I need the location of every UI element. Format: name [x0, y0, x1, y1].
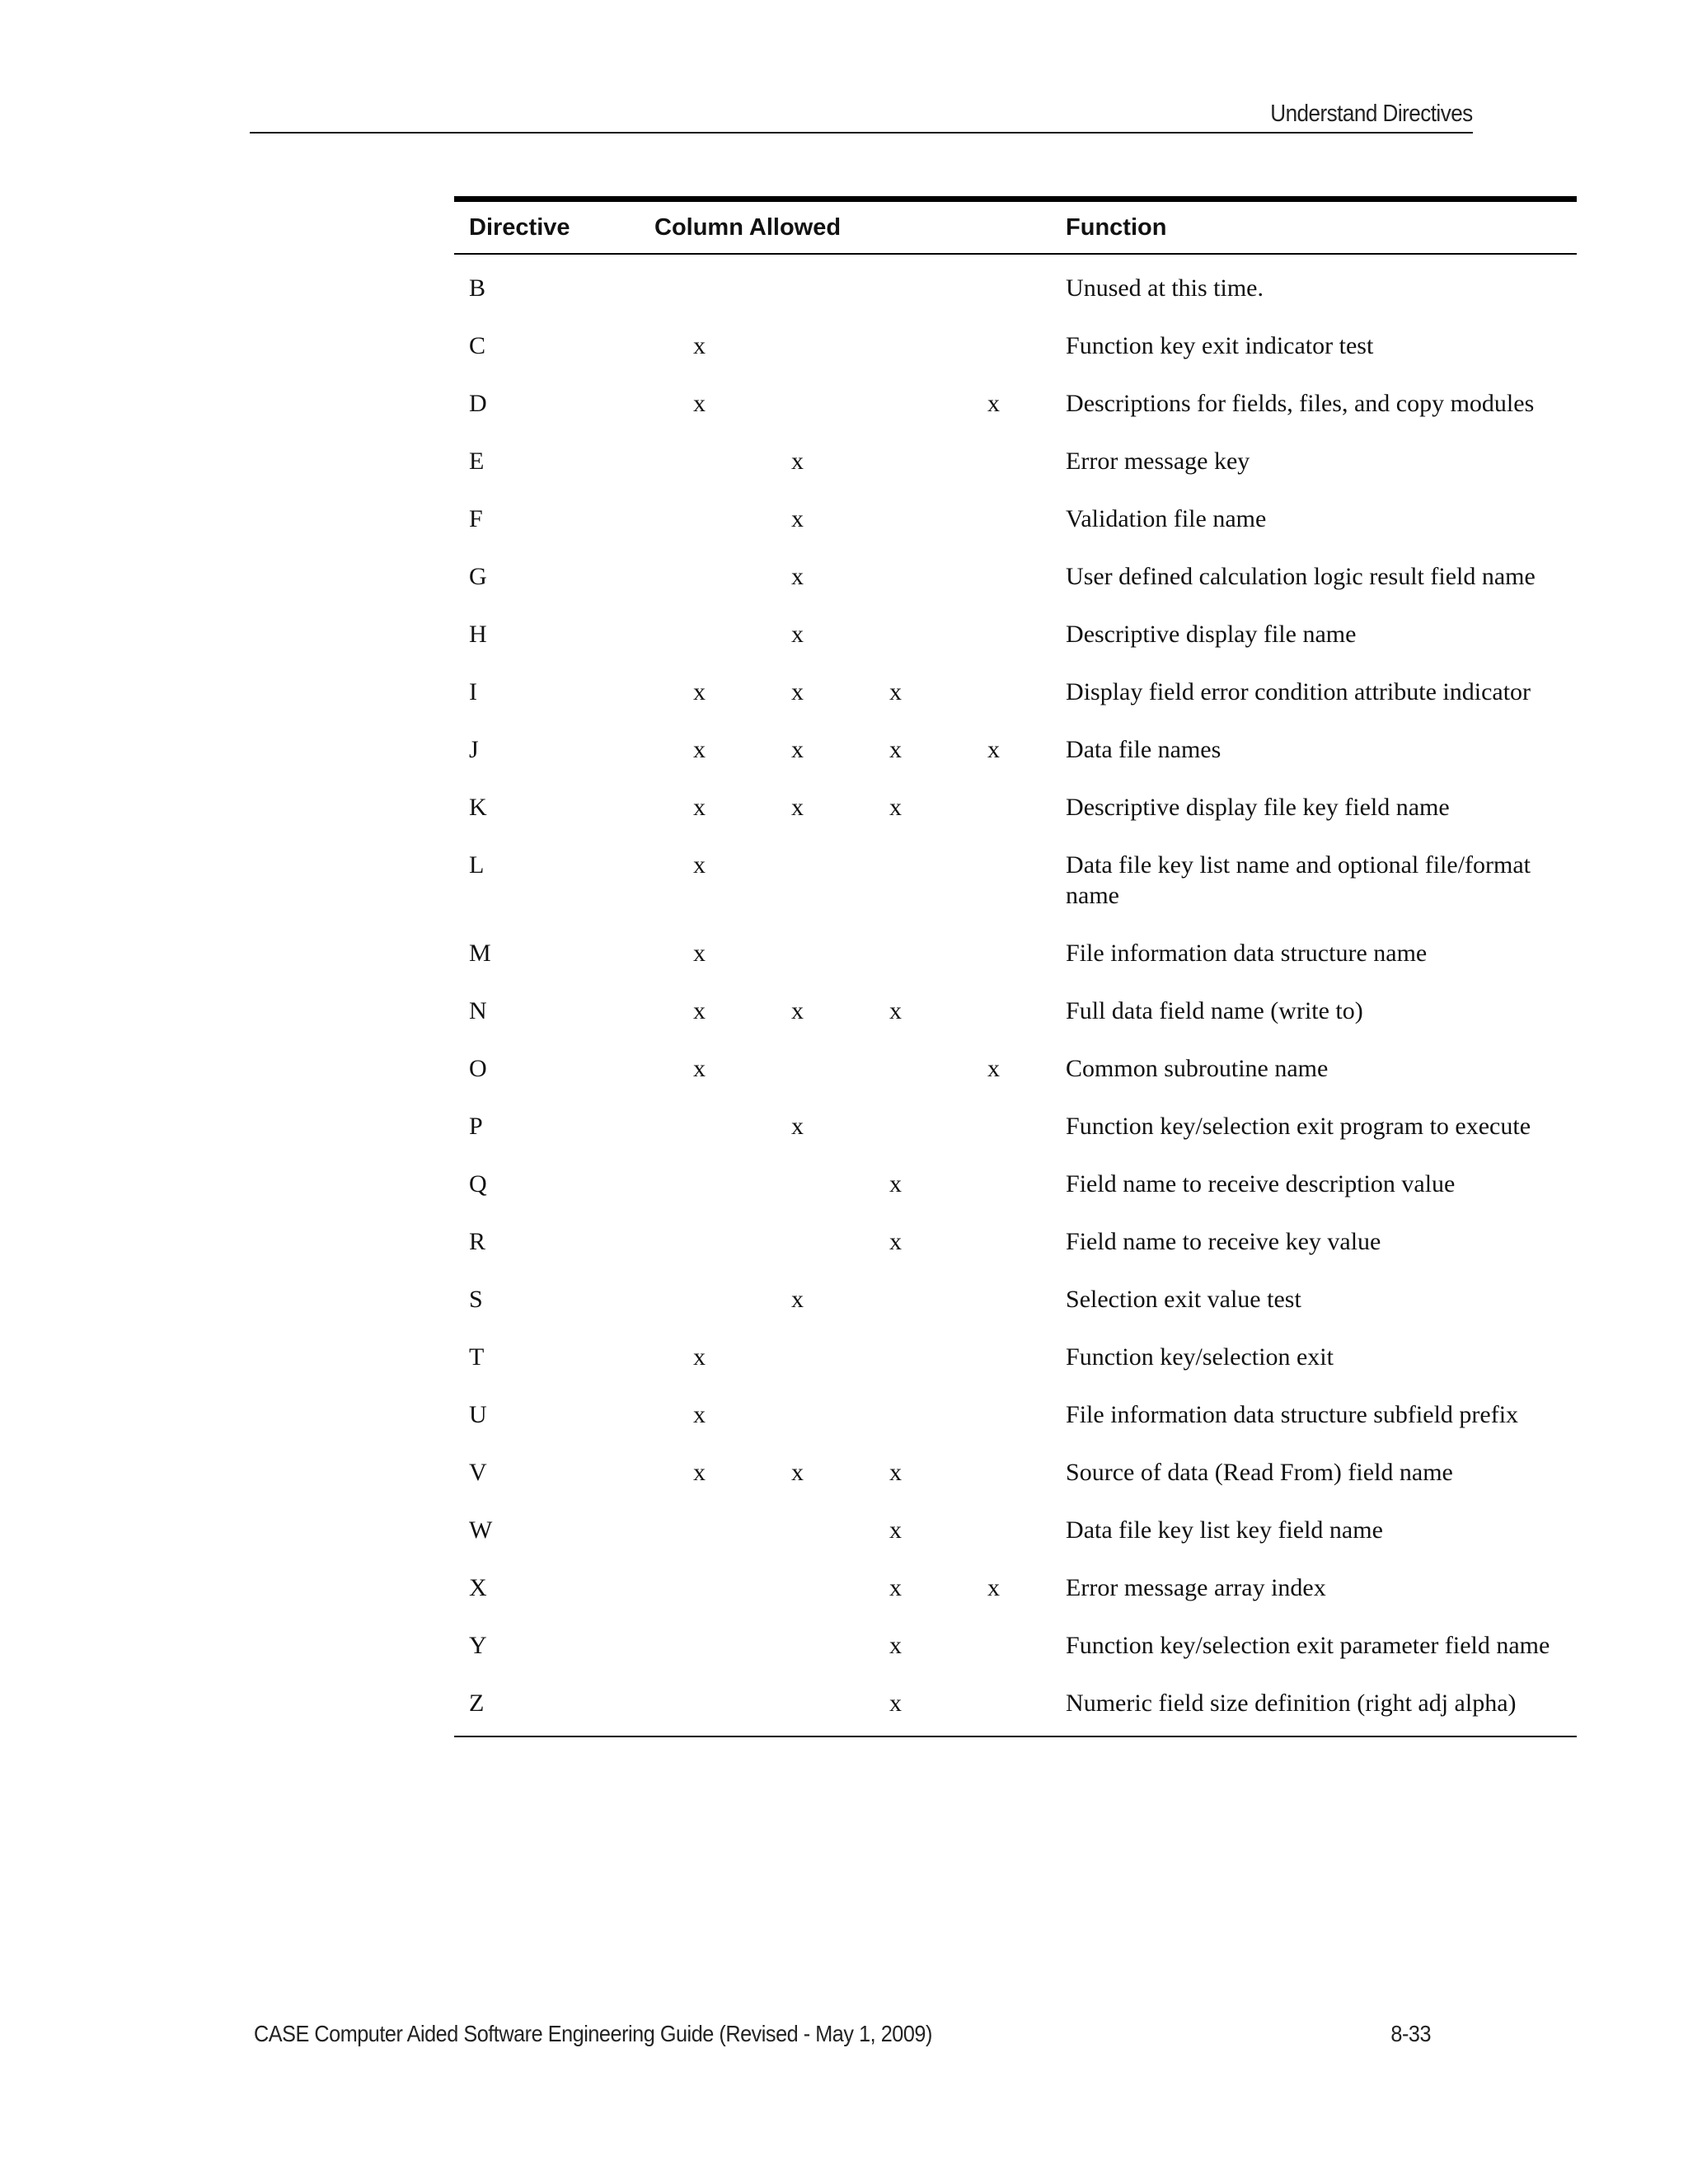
column-3-mark: x — [889, 678, 902, 705]
column-1-mark — [650, 436, 748, 494]
column-4-mark — [945, 1505, 1043, 1563]
column-1-mark — [650, 1274, 748, 1332]
column-2-mark — [748, 1159, 846, 1216]
column-4-mark — [945, 609, 1043, 667]
column-1-mark: x — [693, 851, 706, 879]
column-2-mark — [748, 1332, 846, 1390]
directive-cell: J — [469, 736, 479, 763]
directive-cell: Q — [469, 1170, 487, 1197]
directive-cell: M — [469, 940, 491, 967]
directive-cell: T — [469, 1343, 485, 1371]
function-cell: User defined calculation logic result field name — [1066, 563, 1536, 590]
column-1-mark — [650, 1101, 748, 1159]
directive-cell: S — [469, 1286, 483, 1313]
column-2-mark: x — [791, 1459, 804, 1486]
column-1-mark: x — [693, 1459, 706, 1486]
column-4-mark: x — [987, 1574, 1001, 1601]
table-row — [454, 986, 1577, 1043]
table-row — [454, 1216, 1577, 1274]
function-cell: Validation file name — [1066, 505, 1267, 532]
directive-cell: I — [469, 678, 477, 705]
column-3-mark: x — [889, 1516, 902, 1544]
column-4-mark: x — [987, 1055, 1001, 1082]
table-row — [454, 494, 1577, 551]
column-3-mark: x — [889, 997, 902, 1024]
directive-cell: F — [469, 505, 483, 532]
column-4-mark — [945, 436, 1043, 494]
function-cell: Display field error condition attribute indicator — [1066, 678, 1531, 705]
column-4-mark — [945, 1390, 1043, 1447]
column-2-mark: x — [791, 1113, 804, 1140]
column-2-mark — [748, 840, 846, 928]
column-4-mark — [945, 986, 1043, 1043]
column-2-mark: x — [791, 997, 804, 1024]
column-4-mark — [945, 1159, 1043, 1216]
column-2-mark: x — [791, 621, 804, 648]
table-row — [454, 1620, 1577, 1678]
column-4-mark — [945, 321, 1043, 378]
function-cell: File information data structure subfield prefix — [1066, 1401, 1519, 1428]
function-cell: Descriptions for fields, files, and copy modules — [1066, 390, 1535, 417]
column-4-mark: x — [987, 390, 1001, 417]
column-1-mark: x — [693, 332, 706, 359]
function-cell: Function key/selection exit parameter field name — [1066, 1632, 1550, 1659]
table-row — [454, 609, 1577, 667]
column-4-mark — [945, 1678, 1043, 1736]
directive-cell: B — [469, 274, 486, 302]
table-row — [454, 378, 1577, 436]
directive-cell: W — [469, 1516, 493, 1544]
column-1-mark — [650, 1620, 748, 1678]
column-1-mark — [650, 1216, 748, 1274]
column-4-mark — [945, 254, 1043, 321]
column-2-mark: x — [791, 505, 804, 532]
function-cell: Function key/selection exit — [1066, 1343, 1334, 1371]
column-3-mark: x — [889, 1170, 902, 1197]
page-header — [250, 97, 1473, 134]
column-4-mark — [945, 1447, 1043, 1505]
column-2-mark — [748, 1620, 846, 1678]
table-row — [454, 1505, 1577, 1563]
table-row — [454, 724, 1577, 782]
column-header-directive: Directive — [469, 213, 570, 241]
directive-cell: Y — [469, 1632, 487, 1659]
table-row — [454, 1101, 1577, 1159]
directive-cell: N — [469, 997, 487, 1024]
table-header-row — [454, 199, 1577, 255]
column-3-mark: x — [889, 1632, 902, 1659]
table-row — [454, 928, 1577, 986]
function-cell: Selection exit value test — [1066, 1286, 1301, 1313]
column-1-mark: x — [693, 1343, 706, 1371]
column-2-mark: x — [791, 1286, 804, 1313]
column-1-mark — [650, 494, 748, 551]
table-row — [454, 667, 1577, 724]
directives-table — [454, 196, 1577, 1737]
function-cell: Full data field name (write to) — [1066, 997, 1363, 1024]
function-cell: Error message array index — [1066, 1574, 1326, 1601]
table-row — [454, 321, 1577, 378]
column-4-mark — [945, 551, 1043, 609]
table-row — [454, 1274, 1577, 1332]
column-4-mark — [945, 1274, 1043, 1332]
column-2-mark: x — [791, 678, 804, 705]
column-4-mark — [945, 1620, 1043, 1678]
column-3-mark — [846, 254, 945, 321]
column-3-mark — [846, 1043, 945, 1101]
column-1-mark — [650, 1678, 748, 1736]
function-cell: Error message key — [1066, 448, 1250, 475]
column-3-mark — [846, 551, 945, 609]
function-cell: Data file key list name and optional file/format name — [1066, 851, 1531, 909]
column-1-mark — [650, 609, 748, 667]
directive-cell: V — [469, 1459, 487, 1486]
column-2-mark — [748, 1505, 846, 1563]
column-1-mark: x — [693, 390, 706, 417]
column-3-mark — [846, 378, 945, 436]
directive-cell: X — [469, 1574, 487, 1601]
function-cell: File information data structure name — [1066, 940, 1428, 967]
column-4-mark — [945, 494, 1043, 551]
column-1-mark: x — [693, 940, 706, 967]
column-2-mark — [748, 378, 846, 436]
column-1-mark: x — [693, 678, 706, 705]
column-3-mark — [846, 928, 945, 986]
table-row — [454, 1332, 1577, 1390]
column-4-mark — [945, 667, 1043, 724]
function-cell: Function key/selection exit program to execute — [1066, 1113, 1531, 1140]
function-cell: Source of data (Read From) field name — [1066, 1459, 1453, 1486]
directive-cell: C — [469, 332, 486, 359]
column-2-mark — [748, 1563, 846, 1620]
directive-cell: L — [469, 851, 485, 879]
column-2-mark — [748, 321, 846, 378]
column-2-mark — [748, 1678, 846, 1736]
column-header-function: Function — [1066, 213, 1167, 241]
column-3-mark — [846, 840, 945, 928]
column-2-mark: x — [791, 736, 804, 763]
function-cell: Function key exit indicator test — [1066, 332, 1374, 359]
column-3-mark: x — [889, 1228, 902, 1255]
column-4-mark — [945, 1216, 1043, 1274]
table-row — [454, 254, 1577, 321]
column-3-mark — [846, 609, 945, 667]
column-4-mark: x — [987, 736, 1001, 763]
column-2-mark — [748, 1390, 846, 1447]
column-3-mark: x — [889, 1574, 902, 1601]
directive-cell: O — [469, 1055, 487, 1082]
function-cell: Data file names — [1066, 736, 1221, 763]
page-number: 8-33 — [1390, 2021, 1431, 2046]
column-1-mark: x — [693, 794, 706, 821]
column-3-mark: x — [889, 736, 902, 763]
function-cell: Unused at this time. — [1066, 274, 1264, 302]
table-row — [454, 782, 1577, 840]
column-2-mark — [748, 1216, 846, 1274]
directive-cell: R — [469, 1228, 486, 1255]
column-2-mark: x — [791, 563, 804, 590]
column-4-mark — [945, 1101, 1043, 1159]
function-cell: Numeric field size definition (right adj alpha) — [1066, 1690, 1517, 1717]
column-1-mark — [650, 1563, 748, 1620]
function-cell: Common subroutine name — [1066, 1055, 1329, 1082]
table-row — [454, 1390, 1577, 1447]
running-header-title: Understand Directives — [1270, 101, 1473, 127]
column-3-mark — [846, 1101, 945, 1159]
column-4-mark — [945, 928, 1043, 986]
footer-guide-title: CASE Computer Aided Software Engineering Guide (Revised - May 1, 2009) — [254, 2021, 932, 2046]
table-row — [454, 1678, 1577, 1736]
column-2-mark — [748, 254, 846, 321]
function-cell: Field name to receive description value — [1066, 1170, 1456, 1197]
column-3-mark: x — [889, 1690, 902, 1717]
column-4-mark — [945, 782, 1043, 840]
table-row — [454, 1159, 1577, 1216]
column-3-mark: x — [889, 1459, 902, 1486]
directive-cell: P — [469, 1113, 483, 1140]
directive-cell: Z — [469, 1690, 485, 1717]
column-1-mark — [650, 1505, 748, 1563]
function-cell: Data file key list key field name — [1066, 1516, 1383, 1544]
column-1-mark: x — [693, 1055, 706, 1082]
column-3-mark — [846, 494, 945, 551]
column-1-mark: x — [693, 1401, 706, 1428]
table-row — [454, 840, 1577, 928]
table-row — [454, 551, 1577, 609]
column-3-mark — [846, 1332, 945, 1390]
column-3-mark — [846, 1390, 945, 1447]
column-3-mark — [846, 436, 945, 494]
column-2-mark — [748, 928, 846, 986]
column-1-mark — [650, 1159, 748, 1216]
directive-cell: U — [469, 1401, 487, 1428]
table-row — [454, 1043, 1577, 1101]
directive-cell: G — [469, 563, 487, 590]
column-3-mark — [846, 321, 945, 378]
column-2-mark: x — [791, 794, 804, 821]
table-row — [454, 436, 1577, 494]
table-header — [454, 199, 1577, 255]
column-2-mark — [748, 1043, 846, 1101]
column-1-mark — [650, 551, 748, 609]
column-3-mark: x — [889, 794, 902, 821]
function-cell: Descriptive display file name — [1066, 621, 1357, 648]
table-body — [454, 254, 1577, 1736]
column-4-mark — [945, 1332, 1043, 1390]
table-row — [454, 1447, 1577, 1505]
column-1-mark: x — [693, 736, 706, 763]
directive-cell: H — [469, 621, 487, 648]
column-2-mark: x — [791, 448, 804, 475]
directive-cell: D — [469, 390, 487, 417]
column-4-mark — [945, 840, 1043, 928]
column-1-mark — [650, 254, 748, 321]
column-1-mark: x — [693, 997, 706, 1024]
column-3-mark — [846, 1274, 945, 1332]
directive-cell: E — [469, 448, 485, 475]
table-row — [454, 1563, 1577, 1620]
directive-cell: K — [469, 794, 487, 821]
function-cell: Field name to receive key value — [1066, 1228, 1381, 1255]
function-cell: Descriptive display file key field name — [1066, 794, 1450, 821]
directives-table-container — [454, 196, 1577, 1737]
column-header-column-allowed: Column Allowed — [654, 213, 842, 241]
